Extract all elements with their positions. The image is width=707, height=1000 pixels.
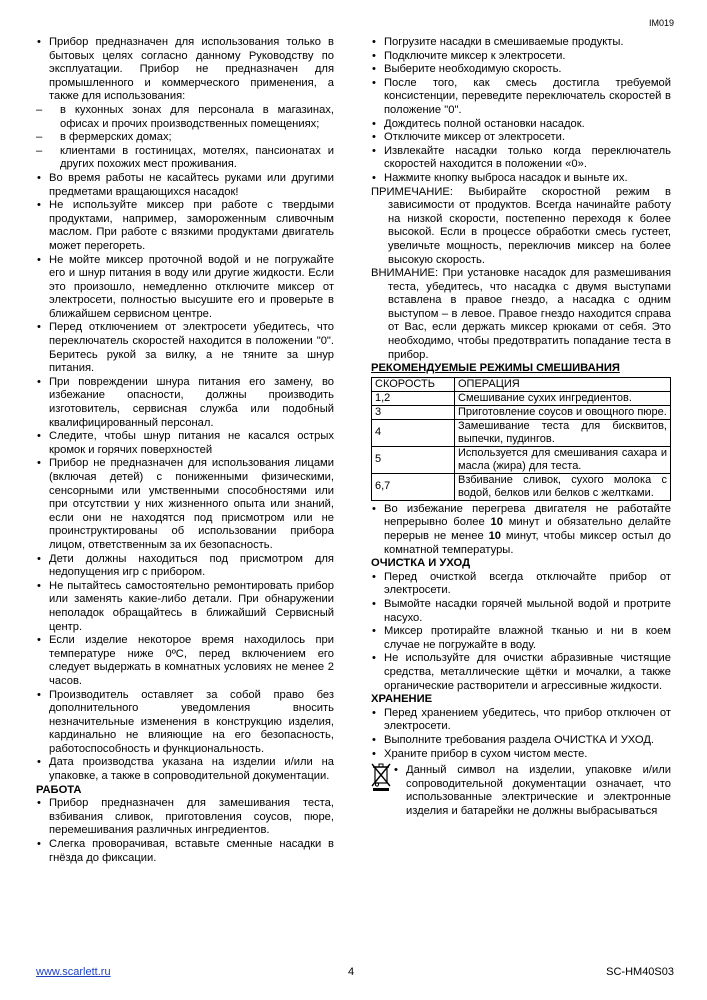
footer-website-link[interactable]: www.scarlett.ru [36, 966, 111, 978]
page-number: 4 [348, 966, 355, 978]
list-item: • Не пытайтесь самостоятельно ремонтировать прибор или заменять какие-либо детали. При обнаружении неполадок обращайтесь в ближайший Сервисный центр. [36, 580, 334, 634]
crossed-out-wheelie-bin-icon [371, 764, 391, 797]
list-item: • Дождитесь полной остановки насадок. [371, 118, 671, 132]
list-item: • Слегка проворачивая, вставьте сменные насадки в гнёзда до фиксации. [36, 838, 334, 865]
list-item: • Не используйте для очистки абразивные чистящие средства, металлические щётки и мочалки, а также органические растворители и агрессивные жидкости. [371, 652, 671, 693]
table-row [372, 391, 671, 405]
list-item: • Храните прибор в сухом чистом месте. [371, 748, 671, 762]
list-item: • Миксер протирайте влажной тканью и ни в коем случае не погружайте в воду. [371, 625, 671, 652]
overheat-text: минут и обязательно делайте перерыв не менее [384, 516, 671, 543]
right-column [371, 36, 671, 819]
list-item: • Вымойте насадки горячей мыльной водой и протрите насухо. [371, 598, 671, 625]
list-item: • Производитель оставляет за собой право без дополнительного уведомления вносить незначительные изменения в конструкцию изделия, кардинально не влияющие на его безопасность, работоспособность и функциональность. [36, 689, 334, 757]
left-column [36, 36, 334, 865]
list-item: • При повреждении шнура питания его замену, во избежание опасности, должны производить изготовитель, сервисная служба или подобный квалифицированный персонал. [36, 376, 334, 430]
list-item: • Дата производства указана на изделии и/или на упаковке, а также в сопроводительной документации. [36, 756, 334, 783]
section-heading-cleaning: ОЧИСТКА И УХОД [371, 557, 471, 570]
overheat-text: минут, чтобы миксер остыл до комнатной температуры. [384, 530, 671, 556]
list-item: • Отключите миксер от электросети. [371, 131, 671, 145]
note-paragraph: ПРИМЕЧАНИЕ: Выбирайте скоростной режим в зависимости от продуктов. Всегда начинайте работу на низкой скорости, постепенно переходя к более высокой. Если в процессе обработки смесь густеет, увеличьте мощность, переключив миксер на более высокую скорость. [371, 185, 671, 266]
list-item: • Не используйте миксер при работе с твердыми продуктами, например, замороженным сливочным маслом. При работе с вязкими продуктами двигатель может перегореть. [36, 199, 334, 253]
dash-item: – в кухонных зонах для персонала в магазинах, офисах и прочих производственных помещениях; [36, 104, 334, 131]
list-item: • Следите, чтобы шнур питания не касался острых кромок и горячих поверхностей [36, 430, 334, 457]
list-item: • Прибор предназначен для замешивания теста, взбивания сливок, приготовления соусов, пюре, перемешивания различных ингредиентов. [36, 797, 334, 838]
recycle-notice [371, 764, 671, 818]
list-item: • Не мойте миксер проточной водой и не погружайте его и шнур питания в воду или другие жидкости. Если это произошло, немедленно отключите миксер от электросети, полностью высушите его и проверьте в ближайшем сервисном центре. [36, 254, 334, 322]
speed-cell: 4 [372, 419, 455, 446]
list-item: • Нажмите кнопку выброса насадок и выньте их. [371, 172, 671, 186]
table-header-cell: ОПЕРАЦИЯ [455, 377, 671, 391]
list-item: • Извлекайте насадки только когда переключатель скоростей находится в положении «0». [371, 145, 671, 172]
list-item: • Погрузите насадки в смешиваемые продукты. [371, 36, 671, 50]
list-item: • Дети должны находиться под присмотром для недопущения игр с прибором. [36, 553, 334, 580]
table-header-row [372, 377, 671, 391]
warning-paragraph: ВНИМАНИЕ: При установке насадок для размешивания теста, убедитесь, что насадка с двумя выступами вставлена в правое гнездо, а насадка с одним выступом – в левое. Правое гнездо находится справа от Вас, если держать миксер крюками от себя. Это необходимо, чтобы предотвратить попадание теста в прибор. [371, 267, 671, 361]
operation-cell: Взбивание сливок, сухого молока с водой, белков или белков с желтками. [455, 473, 671, 500]
mixing-modes-heading: РЕКОМЕНДУЕМЫЕ РЕЖИМЫ СМЕШИВАНИЯ [371, 362, 620, 375]
list-item: • Если изделие некоторое время находилось при температуре ниже 0ºC, перед включением его следует выдержать в комнатных условиях не менее 2 часов. [36, 634, 334, 688]
mixing-modes-table [371, 377, 671, 501]
dash-item: – в фермерских домах; [36, 131, 334, 145]
list-item: • Выполните требования раздела ОЧИСТКА И УХОД. [371, 734, 671, 748]
overheat-text: Во избежание перегрева двигателя не работайте непрерывно более [384, 502, 671, 529]
table-row [372, 419, 671, 446]
list-item: • Перед отключением от электросети убедитесь, что переключатель скоростей находится в положении "0". Беритесь рукой за вилку, а не тяните за шнур питания. [36, 321, 334, 375]
list-item: • Подключите миксер к электросети. [371, 50, 671, 64]
speed-cell: 6,7 [372, 473, 455, 500]
speed-cell: 1,2 [372, 391, 455, 405]
recycle-text: • Данный символ на изделии, упаковке и/или сопроводительной документации означает, что использованные электрические и электронные изделия и батарейки не должны выбрасываться [393, 764, 671, 818]
overheat-minutes: 10 [488, 530, 502, 543]
model-number: SC-HM40S03 [606, 966, 674, 978]
list-item: • После того, как смесь достигла требуемой консистенции, переведите переключатель скоростей в положение "0". [371, 77, 671, 118]
document-code: IM019 [648, 18, 674, 28]
list-item: • Во время работы не касайтесь руками или другими предметами вращающихся насадок! [36, 172, 334, 199]
list-item: • Выберите необходимую скорость. [371, 63, 671, 77]
overheat-minutes: 10 [490, 516, 503, 529]
section-heading-storage: ХРАНЕНИЕ [371, 693, 433, 706]
list-item: • Перед хранением убедитесь, что прибор отключен от электросети. [371, 707, 671, 734]
speed-cell: 5 [372, 446, 455, 473]
list-item: • Перед очисткой всегда отключайте прибор от электросети. [371, 571, 671, 598]
operation-cell: Смешивание сухих ингредиентов. [455, 391, 671, 405]
table-row [372, 405, 671, 419]
list-item: • Прибор не предназначен для использования лицами (включая детей) с пониженными физическими, сенсорными или умственными способностями или при отсутствии у них жизненного опыта или знаний, если они не находятся под присмотром или не проинструктированы об использовании прибора лицом, ответственным за их безопасность. [36, 457, 334, 552]
overheat-warning [371, 503, 671, 557]
speed-cell: 3 [372, 405, 455, 419]
dash-item: – клиентами в гостиницах, мотелях, пансионатах и других похожих мест проживания. [36, 145, 334, 172]
table-row [372, 473, 671, 500]
operation-cell: Приготовление соусов и овощного пюре. [455, 405, 671, 419]
table-header-cell: СКОРОСТЬ [372, 377, 455, 391]
table-row [372, 446, 671, 473]
operation-cell: Используется для смешивания сахара и масла (жира) для теста. [455, 446, 671, 473]
section-heading-work: РАБОТА [36, 783, 82, 796]
list-item: • Прибор предназначен для использования только в бытовых целях согласно данному Руководству по эксплуатации. Прибор не предназначен для промышленного и коммерческого применения, а также для использования: [36, 36, 334, 104]
operation-cell: Замешивание теста для бисквитов, выпечки, пудингов. [455, 419, 671, 446]
